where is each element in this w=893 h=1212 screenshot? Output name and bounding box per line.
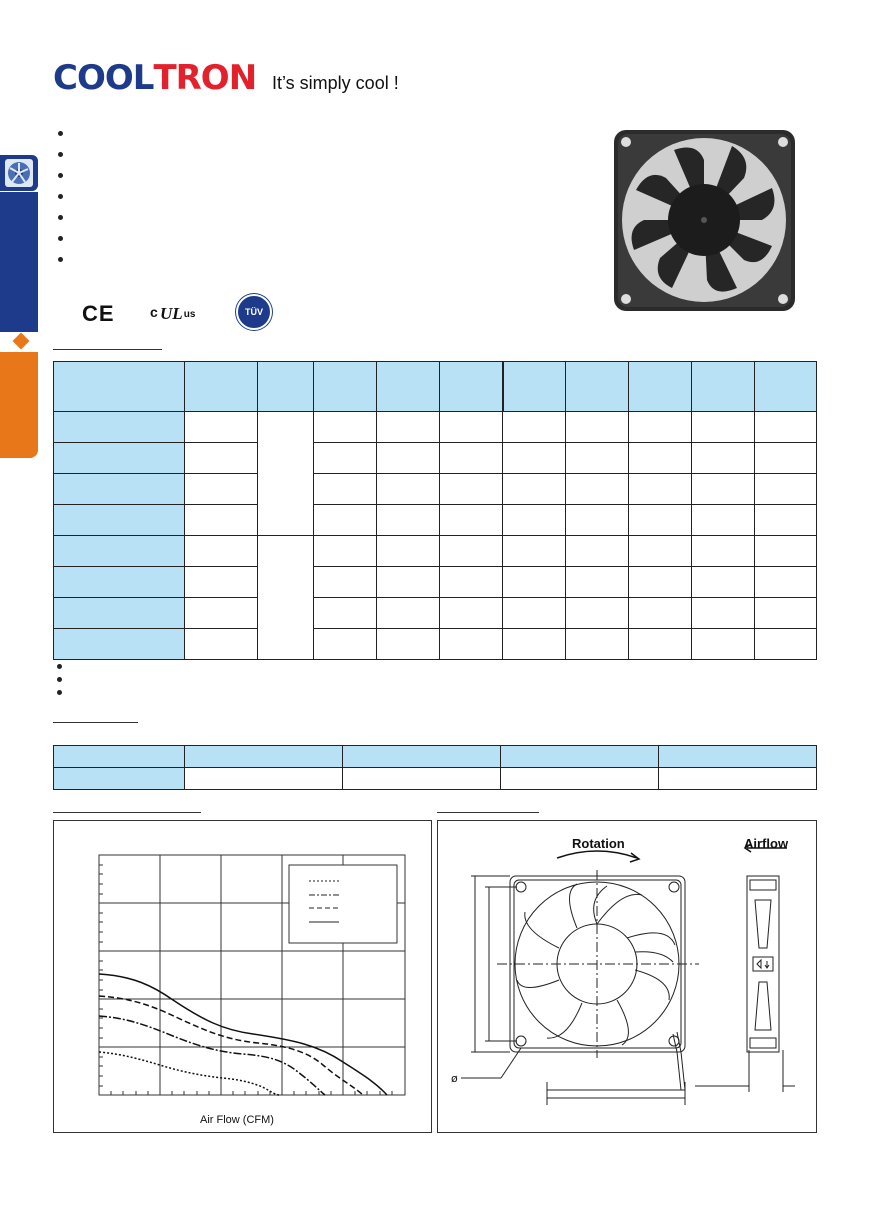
table-cell — [566, 536, 629, 567]
table-header-cell — [659, 746, 817, 768]
table-cell — [755, 443, 817, 474]
table-cell — [185, 536, 258, 567]
table-cell — [314, 474, 377, 505]
fan-icon — [0, 155, 38, 191]
table-cell — [314, 629, 377, 660]
table-cell — [566, 505, 629, 536]
table-cell — [440, 443, 503, 474]
table-cell — [503, 598, 566, 629]
section-rule — [53, 722, 138, 723]
table-row — [54, 567, 817, 598]
curve-dashdot — [99, 1016, 325, 1095]
table-header-cell — [314, 362, 377, 412]
logo-tron-text: TRON — [153, 58, 257, 98]
table-cell — [185, 474, 258, 505]
voltage-group-cell — [258, 536, 314, 660]
table-cell — [185, 443, 258, 474]
ce-mark-icon: CE — [82, 301, 115, 326]
list-item — [58, 207, 71, 228]
table-cell — [629, 412, 692, 443]
table-cell — [692, 505, 755, 536]
table-cell — [659, 768, 817, 790]
ul-prefix: c — [150, 304, 158, 320]
rotation-arrow-icon — [557, 851, 637, 858]
table-cell — [503, 536, 566, 567]
fan-photo-image — [612, 128, 797, 313]
table-cell — [629, 536, 692, 567]
table-header-cell — [54, 746, 185, 768]
table-cell — [314, 412, 377, 443]
bullet-icon — [58, 173, 63, 178]
table-cell — [566, 474, 629, 505]
table-cell — [440, 536, 503, 567]
table-cell — [185, 412, 258, 443]
list-item — [57, 673, 70, 686]
list-item — [58, 186, 71, 207]
tuv-mark-icon: TÜV — [236, 294, 272, 330]
side-view — [747, 876, 779, 1052]
table-header-cell — [755, 362, 817, 412]
table-cell — [692, 629, 755, 660]
ul-mark-icon — [150, 304, 195, 322]
ul-logo-icon — [158, 304, 184, 322]
chart-curves — [99, 974, 387, 1095]
table-cell — [629, 598, 692, 629]
table-cell — [377, 505, 440, 536]
table-cell — [629, 629, 692, 660]
table-cell — [314, 536, 377, 567]
section-rule — [53, 812, 201, 813]
side-tab-fan[interactable] — [0, 155, 38, 191]
bullet-icon — [58, 236, 63, 241]
x-axis-label: Air Flow (CFM) — [200, 1114, 274, 1126]
table-cell — [629, 474, 692, 505]
table-row — [54, 505, 817, 536]
table-cell — [377, 443, 440, 474]
table-cell — [566, 443, 629, 474]
table-cell — [755, 598, 817, 629]
table-cell — [566, 412, 629, 443]
table-cell — [692, 536, 755, 567]
bullet-icon — [58, 152, 63, 157]
table-cell — [440, 505, 503, 536]
table-row — [54, 443, 817, 474]
table-header-cell — [185, 746, 343, 768]
ul-suffix: us — [183, 309, 196, 320]
rotation-label: Rotation — [572, 836, 625, 851]
chart-legend-box — [289, 865, 397, 943]
table-cell — [185, 629, 258, 660]
curve-solid — [99, 974, 387, 1095]
model-cell — [54, 567, 185, 598]
specification-table — [53, 361, 817, 660]
table-cell — [440, 474, 503, 505]
list-item — [58, 165, 71, 186]
bullet-icon — [58, 131, 63, 136]
table-header-row — [54, 746, 817, 768]
table-header-cell — [54, 362, 185, 412]
table-cell — [185, 567, 258, 598]
bullet-icon — [58, 194, 63, 199]
table-cell — [377, 474, 440, 505]
table-cell — [755, 536, 817, 567]
table-cell — [692, 598, 755, 629]
bullet-icon — [58, 257, 63, 262]
svg-text:UL: UL — [159, 304, 183, 323]
table-cell — [343, 768, 501, 790]
table-header-cell — [343, 746, 501, 768]
table-cell — [54, 768, 185, 790]
table-header-cell — [503, 362, 566, 412]
side-diamond-marker — [13, 333, 30, 350]
section-rule — [53, 349, 162, 350]
list-item — [58, 144, 71, 165]
side-tab-blue[interactable] — [0, 192, 38, 332]
table-cell — [755, 505, 817, 536]
feature-list — [58, 123, 71, 270]
diameter-symbol: ø — [451, 1072, 458, 1085]
table-cell — [692, 474, 755, 505]
notes-list — [57, 660, 70, 699]
table-cell — [440, 412, 503, 443]
side-tab-orange[interactable] — [0, 352, 38, 458]
voltage-group-cell — [258, 412, 314, 536]
table-header-cell — [185, 362, 258, 412]
table-cell — [755, 629, 817, 660]
table-cell — [503, 443, 566, 474]
bullet-icon — [57, 664, 62, 669]
table-cell — [755, 474, 817, 505]
table-cell — [185, 598, 258, 629]
table-cell — [440, 567, 503, 598]
table-cell — [440, 629, 503, 660]
table-cell — [377, 536, 440, 567]
table-header-cell — [692, 362, 755, 412]
table-cell — [377, 629, 440, 660]
table-cell — [501, 768, 659, 790]
table-cell — [377, 567, 440, 598]
table-cell — [755, 567, 817, 598]
list-item — [57, 686, 70, 699]
list-item — [58, 249, 71, 270]
list-item — [58, 123, 71, 144]
cooltron-logo — [53, 60, 256, 96]
table-header-cell — [377, 362, 440, 412]
table-cell — [503, 567, 566, 598]
table-cell — [314, 505, 377, 536]
table-header-cell — [258, 362, 314, 412]
model-cell — [54, 443, 185, 474]
list-item — [57, 660, 70, 673]
table-cell — [314, 443, 377, 474]
table-cell — [566, 567, 629, 598]
model-cell — [54, 474, 185, 505]
curve-dot — [99, 1052, 279, 1095]
table-cell — [503, 629, 566, 660]
dimension-lines — [461, 876, 795, 1105]
table-cell — [566, 598, 629, 629]
model-cell — [54, 598, 185, 629]
model-cell — [54, 536, 185, 567]
table-row — [54, 598, 817, 629]
model-cell — [54, 629, 185, 660]
bullet-icon — [57, 677, 62, 682]
table-cell — [314, 598, 377, 629]
table-cell — [629, 443, 692, 474]
table-row — [54, 768, 817, 790]
table-cell — [629, 505, 692, 536]
table-cell — [185, 505, 258, 536]
y-minor-ticks — [99, 865, 103, 1086]
table-cell — [314, 567, 377, 598]
model-cell — [54, 505, 185, 536]
table-row — [54, 629, 817, 660]
model-cell — [54, 412, 185, 443]
table-header-cell — [501, 746, 659, 768]
dimension-drawing — [437, 820, 817, 1133]
table-cell — [503, 505, 566, 536]
tagline: It’s simply cool ! — [272, 73, 399, 93]
table-header-row — [54, 362, 817, 412]
performance-curve-chart — [53, 820, 432, 1133]
table-cell — [629, 567, 692, 598]
materials-table — [53, 745, 817, 790]
front-view — [497, 870, 699, 1090]
table-cell — [440, 598, 503, 629]
airflow-label: Airflow — [744, 836, 789, 851]
table-cell — [692, 567, 755, 598]
bullet-icon — [57, 690, 62, 695]
section-rule — [437, 812, 539, 813]
table-row — [54, 536, 817, 567]
table-header-cell — [629, 362, 692, 412]
table-row — [54, 474, 817, 505]
logo-cool-text: COOL — [53, 58, 154, 98]
list-item — [58, 228, 71, 249]
x-minor-ticks — [111, 1091, 392, 1095]
table-row — [54, 412, 817, 443]
bullet-icon — [58, 215, 63, 220]
table-cell — [566, 629, 629, 660]
table-header-cell — [440, 362, 503, 412]
table-cell — [503, 412, 566, 443]
table-cell — [755, 412, 817, 443]
curve-dash — [99, 996, 363, 1095]
table-cell — [185, 768, 343, 790]
table-header-cell — [566, 362, 629, 412]
table-cell — [503, 474, 566, 505]
table-cell — [377, 412, 440, 443]
table-cell — [377, 598, 440, 629]
table-cell — [692, 412, 755, 443]
table-cell — [692, 443, 755, 474]
